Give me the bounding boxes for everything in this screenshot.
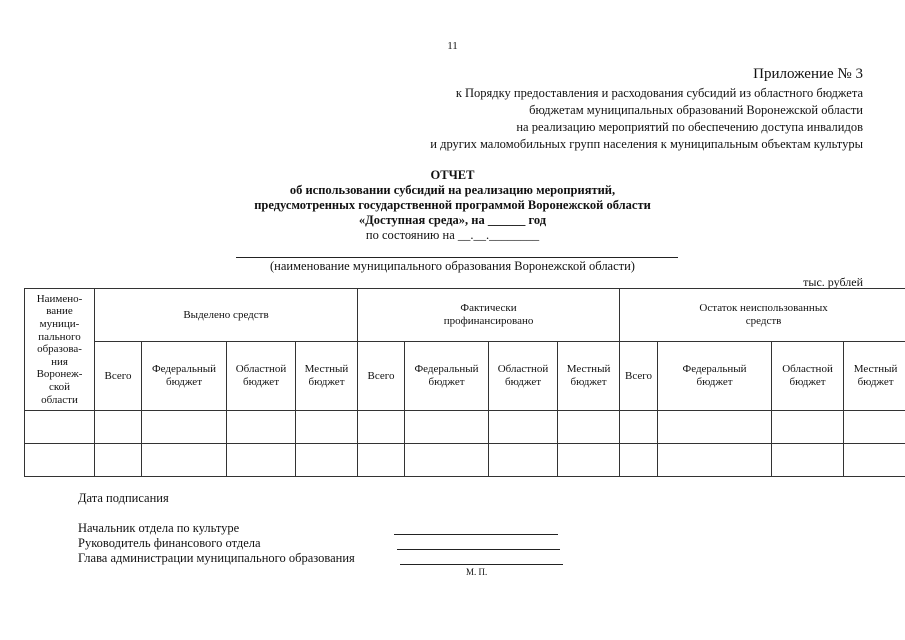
signature-label: Глава администрации муниципального образования — [78, 551, 355, 565]
municipality-name-line — [236, 257, 678, 258]
header-subcol-label: Всего — [625, 369, 653, 382]
header-regional — [227, 342, 296, 411]
header-federal — [405, 342, 489, 411]
table-cell — [227, 411, 296, 444]
signature-line — [400, 564, 563, 565]
page-number: 11 — [447, 40, 458, 52]
report-title-line: об использовании субсидий на реализацию мероприятий, — [289, 183, 616, 197]
header-subcol-label: Всего — [104, 369, 132, 382]
header-subcol-label: Областной бюджет — [497, 363, 549, 388]
header-municipality — [25, 289, 95, 411]
table-cell — [25, 444, 95, 477]
header-subcol-label: Федеральный бюджет — [151, 363, 217, 388]
table-cell — [558, 411, 620, 444]
header-group-label: Остаток неиспользованных средств — [699, 302, 828, 327]
appendix-line: к Порядку предоставления и расходования субсидий из областного бюджета — [455, 86, 863, 100]
header-group-financed — [358, 289, 620, 342]
header-subcol-label: Местный бюджет — [566, 363, 611, 388]
table-cell — [25, 411, 95, 444]
header-federal — [658, 342, 772, 411]
signature-label: Руководитель финансового отдела — [78, 536, 261, 550]
municipality-name-caption: (наименование муниципального образования Воронежской области) — [270, 259, 635, 273]
header-group-label: Фактически профинансировано — [443, 302, 534, 327]
table-cell — [358, 411, 405, 444]
appendix-line: на реализацию мероприятий по обеспечению доступа инвалидов — [516, 120, 863, 134]
signature-line — [397, 549, 560, 550]
header-total — [95, 342, 142, 411]
signature-label: Начальник отдела по культуре — [78, 521, 240, 535]
header-subcol-label: Местный бюджет — [304, 363, 349, 388]
header-regional — [772, 342, 844, 411]
table-cell — [844, 444, 905, 477]
header-total — [358, 342, 405, 411]
table-cell — [142, 444, 227, 477]
header-group-remaining — [620, 289, 905, 342]
report-status-date: по состоянию на __.__.________ — [365, 228, 540, 242]
header-total — [620, 342, 658, 411]
report-title-line: предусмотренных государственной программой Воронежской области — [254, 198, 651, 212]
signature-line — [394, 534, 558, 535]
table-cell — [405, 444, 489, 477]
table-cell — [620, 411, 658, 444]
table-cell — [405, 411, 489, 444]
header-municipality-label: Наимено- вание муници- пального образова- ния Воронеж- ской области — [36, 292, 83, 406]
table-cell — [95, 411, 142, 444]
header-subcol-label: Федеральный бюджет — [414, 363, 479, 388]
table-cell — [658, 444, 772, 477]
header-group-label: Выделено средств — [183, 308, 269, 321]
header-subcol-label: Областной бюджет — [782, 363, 833, 388]
header-subcol-label: Всего — [367, 369, 395, 382]
signing-date-label: Дата подписания — [78, 491, 169, 505]
appendix-title: Приложение № 3 — [753, 66, 863, 82]
header-subcol-label: Областной бюджет — [235, 363, 287, 388]
table-cell — [358, 444, 405, 477]
table-cell — [296, 411, 358, 444]
header-local — [558, 342, 620, 411]
table-cell — [296, 444, 358, 477]
appendix-line: и других маломобильных групп населения к муниципальным объектам культуры — [430, 137, 863, 151]
report-table — [24, 288, 905, 477]
appendix-line: бюджетам муниципальных образований Воронежской области — [529, 103, 863, 117]
header-local — [296, 342, 358, 411]
table-row — [25, 444, 905, 477]
table-cell — [558, 444, 620, 477]
units-label: тыс. рублей — [803, 275, 863, 289]
table-cell — [620, 444, 658, 477]
table-cell — [489, 444, 558, 477]
table-row — [25, 411, 905, 444]
header-local — [844, 342, 905, 411]
header-subcol-label: Федеральный бюджет — [682, 363, 747, 388]
report-title: ОТЧЕТ — [430, 168, 475, 182]
table-cell — [227, 444, 296, 477]
table-cell — [658, 411, 772, 444]
table-cell — [489, 411, 558, 444]
table-cell — [772, 411, 844, 444]
report-title-line: «Доступная среда», на ______ год — [358, 213, 547, 227]
table-cell — [95, 444, 142, 477]
stamp-label: М. П. — [466, 567, 488, 577]
table-cell — [772, 444, 844, 477]
header-regional — [489, 342, 558, 411]
header-federal — [142, 342, 227, 411]
header-subcol-label: Местный бюджет — [853, 363, 898, 388]
table-cell — [142, 411, 227, 444]
table-cell — [844, 411, 905, 444]
header-group-allocated — [95, 289, 358, 342]
